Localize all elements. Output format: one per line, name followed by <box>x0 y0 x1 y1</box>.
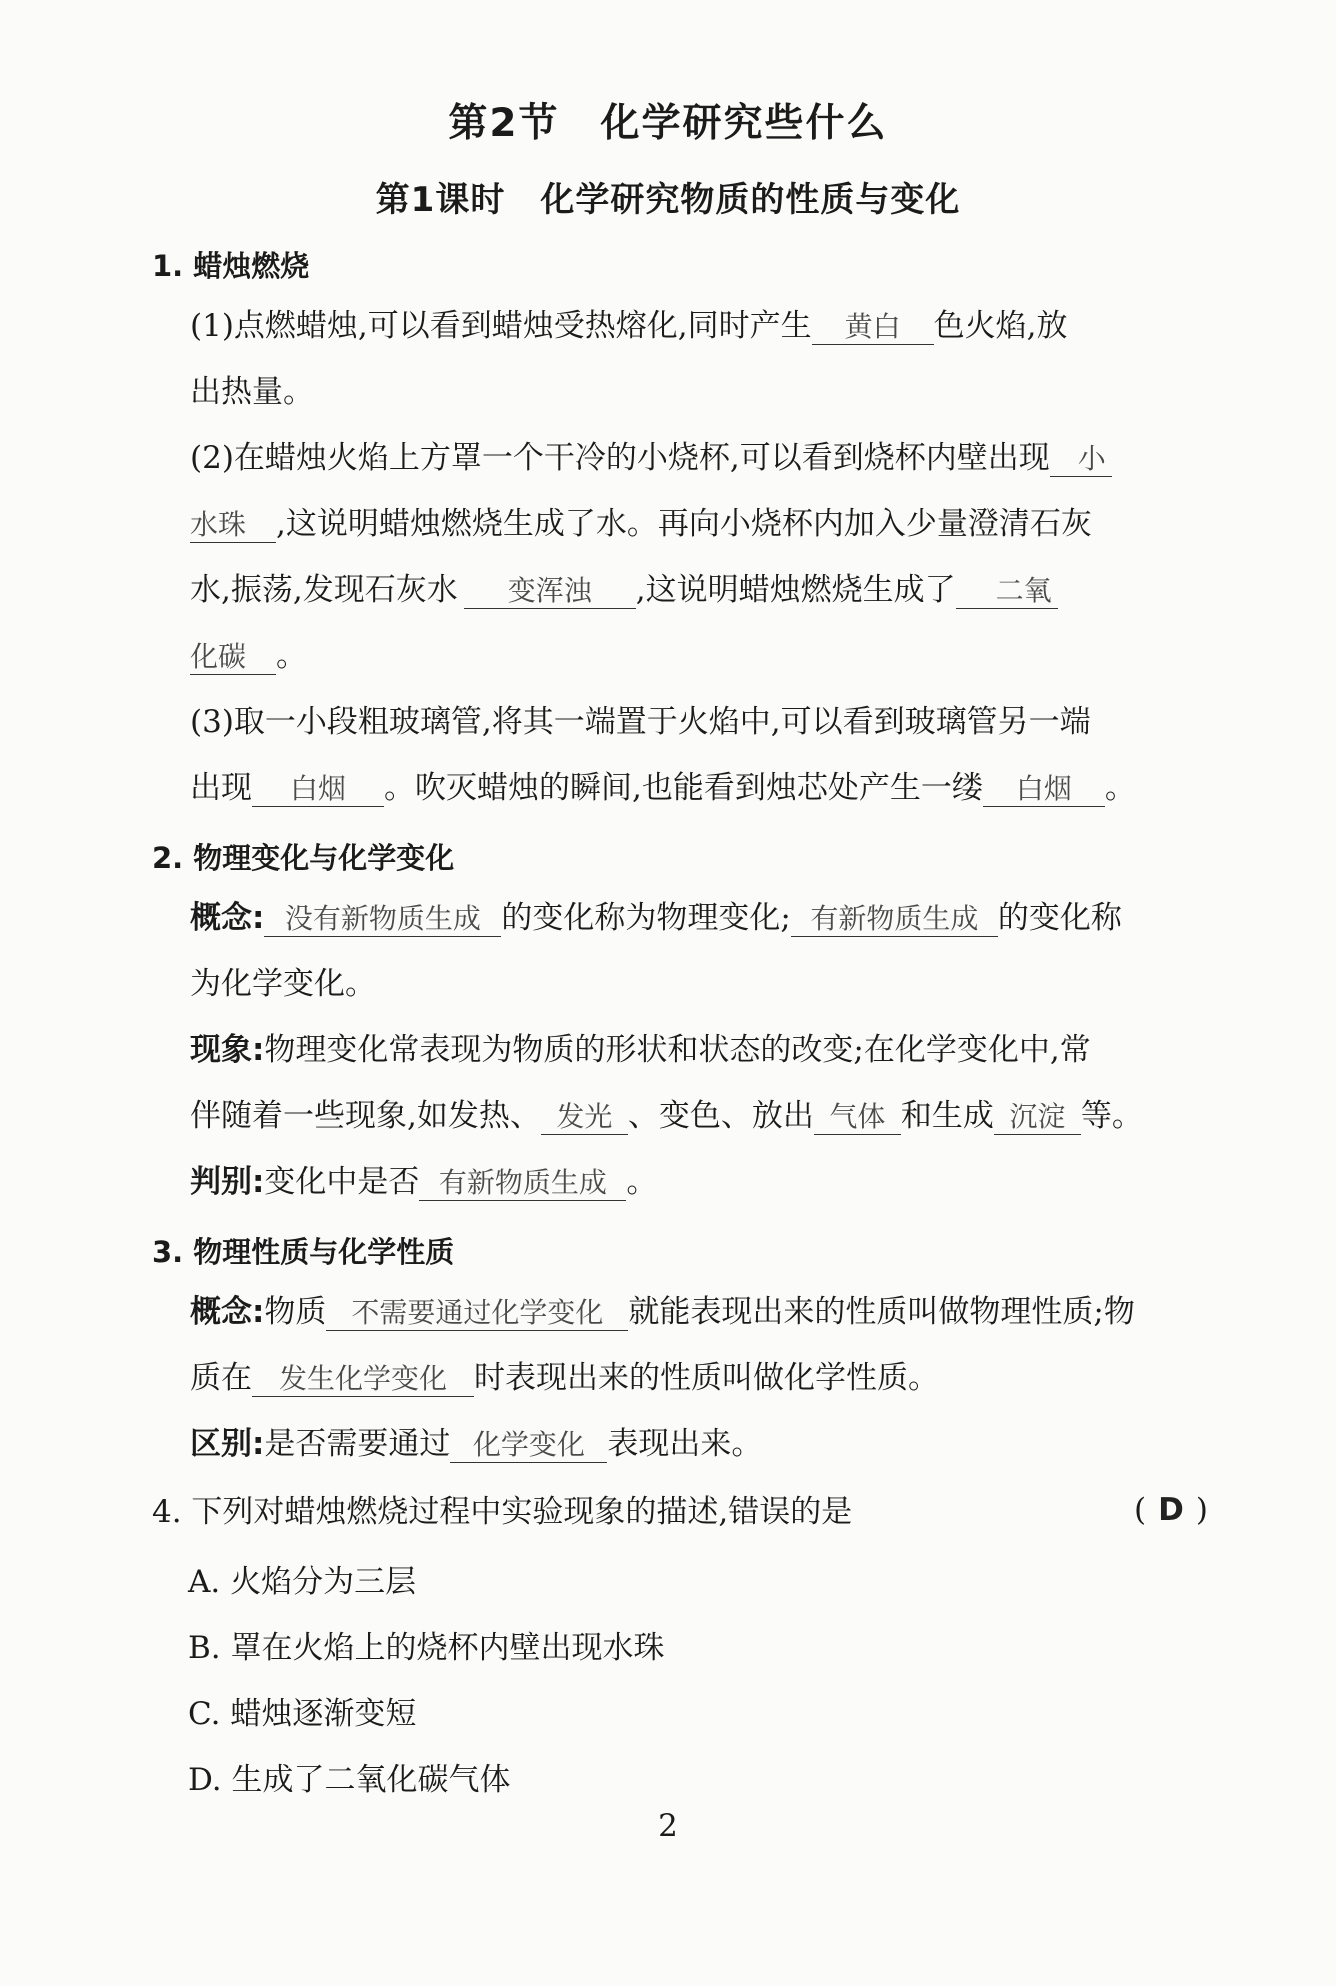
text: 的变化称 <box>997 900 1122 936</box>
s1-p2-line1 <box>190 438 1112 478</box>
s2-phen-line1 <box>190 1030 1091 1070</box>
s3-concept-line2 <box>190 1358 939 1398</box>
s3-diff-line <box>190 1424 762 1464</box>
s2-phen-line2 <box>190 1096 1143 1136</box>
s1-p3-line1: (3)取一小段粗玻璃管,将其一端置于火焰中,可以看到玻璃管另一端 <box>190 704 1091 740</box>
lesson-title: 第1课时 化学研究物质的性质与变化 <box>375 180 961 220</box>
s1-p2-line4 <box>190 636 307 676</box>
answer-blank: 小 <box>1050 442 1112 477</box>
text: 就能表现出来的性质叫做物理性质;物 <box>628 1294 1135 1330</box>
text: ,这说明蜡烛燃烧生成了水。再向小烧杯内加入少量澄清石灰 <box>276 506 1092 542</box>
q4-option-c: C. 蜡烛逐渐变短 <box>188 1696 417 1732</box>
answer-blank: 黄白 <box>812 310 934 345</box>
q4-option-b: B. 罩在火焰上的烧杯内壁出现水珠 <box>188 1630 665 1666</box>
answer-blank: 发光 <box>541 1100 628 1135</box>
answer-blank: 沉淀 <box>994 1100 1081 1135</box>
text: 的变化称为物理变化; <box>501 900 791 936</box>
text: 。 <box>276 638 307 674</box>
text: (2)在蜡烛火焰上方罩一个干冷的小烧杯,可以看到烧杯内壁出现 <box>190 440 1050 476</box>
text: 等。 <box>1080 1098 1143 1134</box>
text: 质在 <box>190 1360 252 1396</box>
label: 概念: <box>190 1294 265 1330</box>
answer-blank: 白烟 <box>252 772 384 807</box>
s1-p2-line3 <box>190 570 1058 610</box>
s2-concept-line2: 为化学变化。 <box>190 966 376 1002</box>
bracket-close: ) <box>1195 1492 1208 1528</box>
text: 物质 <box>264 1294 327 1330</box>
text: 变化中是否 <box>264 1164 420 1200</box>
q4-option-d: D. 生成了二氧化碳气体 <box>188 1762 511 1798</box>
section1-heading: 1. 蜡烛燃烧 <box>152 249 310 283</box>
s1-p1-line2: 出热量。 <box>190 374 314 410</box>
s1-p2-line2 <box>190 504 1092 544</box>
text: 伴随着一些现象,如发热、 <box>190 1098 541 1134</box>
bracket-open: ( <box>1134 1492 1147 1528</box>
text: 物理变化常表现为物质的形状和状态的改变;在化学变化中,常 <box>264 1032 1091 1068</box>
text: 表现出来。 <box>607 1426 763 1462</box>
text: 色火焰,放 <box>933 308 1068 344</box>
s2-concept-line1 <box>190 898 1122 938</box>
text: 和生成 <box>900 1098 994 1134</box>
answer-blank: 气体 <box>814 1100 901 1135</box>
q4-stem: 4. 下列对蜡烛燃烧过程中实验现象的描述,错误的是 <box>152 1494 853 1530</box>
answer-blank: 有新物质生成 <box>419 1166 626 1201</box>
text: 是否需要通过 <box>264 1426 451 1462</box>
text: 出现 <box>190 770 252 806</box>
s1-p3-line2 <box>190 768 1136 808</box>
q4-answer: D <box>1158 1492 1184 1528</box>
section2-heading: 2. 物理变化与化学变化 <box>152 841 455 875</box>
text: 、变色、放出 <box>627 1098 814 1134</box>
s1-p1-line1 <box>190 306 1067 346</box>
text: 水,振荡,发现石灰水 <box>190 572 458 608</box>
s2-judge-line <box>190 1162 657 1202</box>
section3-heading: 3. 物理性质与化学性质 <box>152 1235 455 1269</box>
section-title: 第2节 化学研究些什么 <box>448 101 888 146</box>
answer-blank: 没有新物质生成 <box>264 902 501 937</box>
answer-blank: 发生化学变化 <box>252 1362 474 1397</box>
answer-blank: 不需要通过化学变化 <box>326 1296 628 1331</box>
answer-blank: 二氧 <box>956 574 1058 609</box>
text: (1)点燃蜡烛,可以看到蜡烛受热熔化,同时产生 <box>190 308 812 344</box>
page-number: 2 <box>658 1808 678 1844</box>
label: 区别: <box>190 1426 265 1462</box>
text: ,这说明蜡烛燃烧生成了 <box>635 572 956 608</box>
answer-blank: 变浑浊 <box>464 574 636 609</box>
q4-option-a: A. 火焰分为三层 <box>188 1564 417 1600</box>
label: 判别: <box>190 1164 265 1200</box>
answer-blank: 白烟 <box>983 772 1105 807</box>
answer-blank: 化碳 <box>190 640 276 675</box>
label: 现象: <box>190 1032 265 1068</box>
q4-answer-bracket <box>1134 1492 1208 1528</box>
text: 。吹灭蜡烛的瞬间,也能看到烛芯处产生一缕 <box>384 770 983 806</box>
s3-concept-line1 <box>190 1292 1135 1332</box>
answer-blank: 水珠 <box>190 508 276 543</box>
text: 。 <box>1104 770 1136 806</box>
answer-blank: 化学变化 <box>450 1428 607 1463</box>
label: 概念: <box>190 900 265 936</box>
text: 。 <box>626 1164 658 1200</box>
answer-blank: 有新物质生成 <box>791 902 998 937</box>
text: 时表现出来的性质叫做化学性质。 <box>474 1360 939 1396</box>
